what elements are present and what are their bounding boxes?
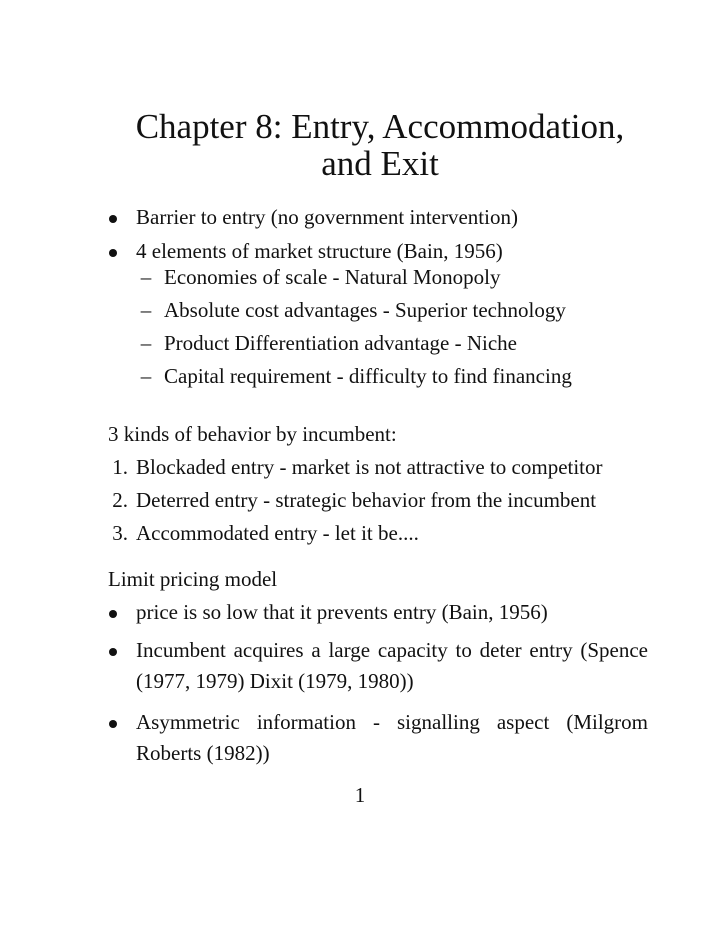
- list-item: [108, 599, 648, 625]
- item-number: 1.: [112, 455, 128, 479]
- bullet-text: 4 elements of market structure (Bain, 1956): [136, 239, 503, 263]
- item-text: Deterred entry - strategic behavior from the incumbent: [136, 488, 597, 512]
- sub-item-text: Product Differentiation advantage - Niche: [164, 331, 517, 355]
- numbered-item: [108, 487, 648, 513]
- incumbent-behavior-section: [108, 421, 648, 546]
- item-number: 2.: [112, 488, 128, 512]
- sub-item-text: Capital requirement - difficulty to find financing: [164, 364, 572, 388]
- bullet-icon: [109, 249, 117, 257]
- dash-icon: –: [140, 331, 152, 355]
- sub-list-item: [108, 330, 648, 356]
- sub-list-item: [108, 264, 648, 290]
- bullet-text: Incumbent acquires a large capacity to deter entry (Spence (1977, 1979) Dixit (1979, 1980)): [136, 638, 648, 693]
- list-item: [108, 238, 648, 264]
- chapter-title: [60, 108, 700, 182]
- item-text: Blockaded entry - market is not attractive to competitor: [136, 455, 603, 479]
- bullet-text: Asymmetric information - signalling aspect (Milgrom Roberts (1982)): [136, 710, 648, 765]
- numbered-item: [108, 520, 648, 546]
- chapter-title-line-2: and Exit: [321, 144, 439, 183]
- numbered-item: [108, 454, 648, 480]
- list-item: [108, 635, 648, 697]
- sub-list-item: [108, 297, 648, 323]
- list-item: [108, 707, 648, 769]
- sub-item-text: Economies of scale - Natural Monopoly: [164, 265, 501, 289]
- list-item: [108, 204, 648, 230]
- page-number: 1: [354, 783, 366, 807]
- barriers-section: [108, 204, 648, 389]
- bullet-icon: [109, 610, 117, 618]
- item-text: Accommodated entry - let it be....: [136, 521, 419, 545]
- chapter-title-line-1: Chapter 8: Entry, Accommodation,: [135, 107, 625, 146]
- sub-list-item: [108, 363, 648, 389]
- bullet-text: price is so low that it prevents entry (Bain, 1956): [136, 600, 548, 624]
- dash-icon: –: [140, 265, 152, 289]
- sub-item-text: Absolute cost advantages - Superior technology: [164, 298, 566, 322]
- bullet-text: Barrier to entry (no government intervention): [136, 205, 518, 229]
- bullet-icon: [109, 215, 117, 223]
- item-number: 3.: [112, 521, 128, 545]
- section-heading: 3 kinds of behavior by incumbent:: [108, 422, 397, 446]
- dash-icon: –: [140, 298, 152, 322]
- limit-pricing-section: [108, 566, 648, 769]
- dash-icon: –: [140, 364, 152, 388]
- section-heading: Limit pricing model: [108, 567, 278, 591]
- bullet-icon: [109, 648, 117, 656]
- bullet-icon: [109, 720, 117, 728]
